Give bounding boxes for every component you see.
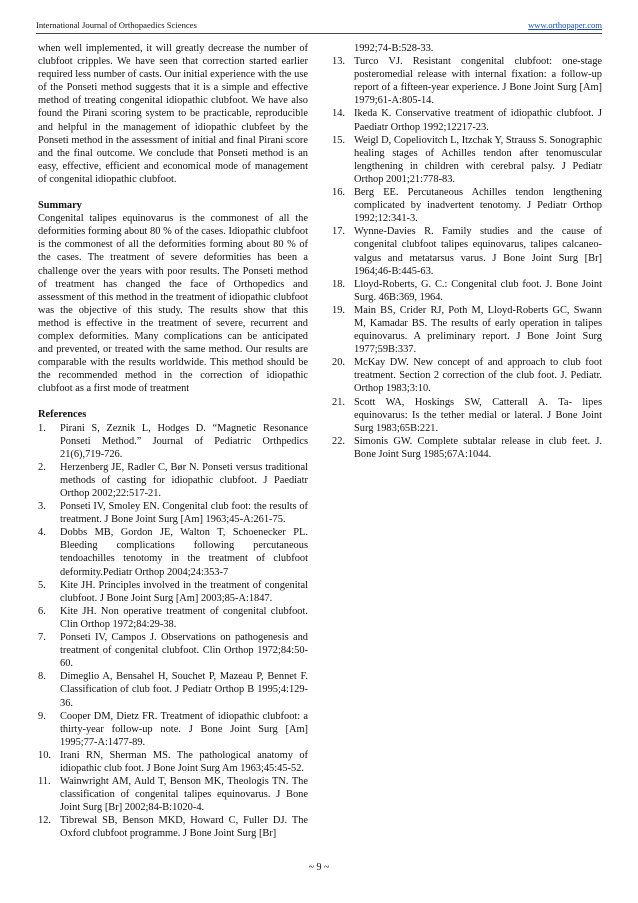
reference-item bbox=[38, 579, 308, 605]
reference-item bbox=[38, 710, 308, 749]
reference-number: 3. bbox=[38, 501, 46, 513]
reference-number: 4. bbox=[38, 527, 46, 539]
reference-number: 1. bbox=[38, 422, 46, 434]
reference-number: 14. bbox=[332, 108, 345, 120]
reference-text: Wainwright AM, Auld T, Benson MK, Theologis TN. The classification of congenital talipes equinovarus. J Bone Joint Surg [Br] 2002;84-B:1020-4. bbox=[60, 776, 308, 814]
reference-text: Kite JH. Non operative treatment of congenital clubfoot. Clin Orthop 1972;84:29-38. bbox=[60, 605, 308, 630]
reference-item bbox=[332, 304, 602, 356]
reference-item bbox=[332, 134, 602, 186]
reference-list-right bbox=[332, 55, 602, 461]
reference-continuation: 1992;74-B:528-33. bbox=[354, 43, 434, 54]
reference-text: Irani RN, Sherman MS. The pathological anatomy of idiopathic club foot. J Bone Joint Surg Am 1963;45:45-52. bbox=[60, 749, 308, 774]
reference-text: Tibrewal SB, Benson MKD, Howard C, Fuller DJ. The Oxford clubfoot programme. J Bone Joint Surg [Br] bbox=[60, 815, 308, 840]
reference-text: Lloyd-Roberts, G. C.: Congenital club foot. J. Bone Joint Surg. 46B:369, 1964. bbox=[354, 278, 602, 303]
reference-item bbox=[38, 814, 308, 840]
reference-item bbox=[38, 670, 308, 709]
reference-number: 18. bbox=[332, 278, 345, 290]
reference-item bbox=[38, 605, 308, 631]
reference-text: Cooper DM, Dietz FR. Treatment of idiopathic clubfoot: a thirty-year follow-up note. J Bone Joint Surg [Am] 1995;77-A:1477-89. bbox=[60, 710, 308, 748]
reference-number: 22. bbox=[332, 435, 345, 447]
reference-text: McKay DW. New concept of and approach to club foot treatment. Section 2 correction of the club foot. J. Pediatr. Orthop 1983;3:10. bbox=[354, 357, 602, 395]
reference-text: Kite JH. Principles involved in the treatment of congenital clubfoot. J Bone Joint Surg [Am] 2003;85-A:1847. bbox=[60, 579, 308, 604]
conclusion-paragraph: when well implemented, it will greatly decrease the number of clubfoot cripples. We have seen that correction started earlier required less number of casts. Our initial experience with the use of the Ponseti method suggests that it is a simple and effective method of treating congenital idiopathic clubfoot. We have also found the Pirani scoring system to be practicable, reproducible and helpful in the management of idiopathic clubfeet by the Ponseti method in the assessment of initial and final Pirani score and the final outcome. We conclude that Ponseti method is an easy, effective, efficient and economical mode of management of congenital idiopathic clubfoot. bbox=[38, 43, 308, 185]
reference-item bbox=[38, 631, 308, 670]
reference-text: Dimeglio A, Bensahel H, Souchet P, Mazeau P, Bennet F. Classification of club foot. J Pediatr Orthop B 1995;4:129-36. bbox=[60, 671, 308, 709]
reference-item bbox=[332, 225, 602, 277]
journal-url-link[interactable]: www.orthopaper.com bbox=[528, 20, 602, 30]
reference-number: 2. bbox=[38, 461, 46, 473]
reference-number: 11. bbox=[38, 776, 51, 788]
reference-number: 13. bbox=[332, 56, 345, 68]
reference-text: Herzenberg JE, Radler C, Bør N. Ponseti versus traditional methods of casting for idiopathic clubfoot. J Paediatr Orthop 2002;22:517-21. bbox=[60, 461, 308, 499]
reference-item bbox=[38, 749, 308, 775]
reference-text: Main BS, Crider RJ, Poth M, Lloyd-Roberts GC, Swann M, Kamadar BS. The results of early operation in talipes equinovarus. A preliminary report. J Bone Joint Surg 1977;59B:337. bbox=[354, 304, 602, 356]
reference-number: 10. bbox=[38, 749, 51, 761]
reference-number: 21. bbox=[332, 396, 345, 408]
reference-text: Simonis GW. Complete subtalar release in club feet. J. Bone Joint Surg 1985;67A:1044. bbox=[354, 435, 602, 460]
reference-item bbox=[332, 356, 602, 395]
reference-text: Ikeda K. Conservative treatment of idiopathic clubfoot. J Paediatr Orthop 1992;12217-23. bbox=[354, 108, 602, 133]
reference-text: Dobbs MB, Gordon JE, Walton T, Schoenecker PL. Bleeding complications following percutaneous tendoachilles tenotomy in the treatment of clubfoot deformity.Pediatr Orthop 2004;24:353-7 bbox=[60, 527, 308, 578]
reference-text: Ponseti IV, Smoley EN. Congenital club foot: the results of treatment. J Bone Joint Surg [Am] 1963;45-A:261-75. bbox=[60, 501, 308, 526]
reference-number: 8. bbox=[38, 671, 46, 683]
reference-item bbox=[332, 186, 602, 225]
header-divider bbox=[36, 33, 602, 34]
reference-item bbox=[38, 422, 308, 461]
reference-item bbox=[332, 396, 602, 435]
reference-number: 20. bbox=[332, 357, 345, 369]
right-column bbox=[332, 42, 602, 461]
reference-item bbox=[38, 461, 308, 500]
reference-item bbox=[332, 55, 602, 107]
reference-item bbox=[38, 526, 308, 578]
reference-text: Pirani S, Zeznik L, Hodges D. “Magnetic Resonance Ponseti Method.” Journal of Pediatric Orthpedics 21(6),719-726. bbox=[60, 422, 308, 460]
reference-number: 5. bbox=[38, 579, 46, 591]
journal-name: International Journal of Orthopaedics Sciences bbox=[36, 20, 197, 30]
reference-text: Berg EE. Percutaneous Achilles tendon lengthening complicated by inadvertent tenotomy. J Pediatr Orthop 1992;12:341-3. bbox=[354, 187, 602, 225]
reference-item bbox=[332, 107, 602, 133]
reference-number: 15. bbox=[332, 134, 345, 146]
reference-text: Turco VJ. Resistant congenital clubfoot: one-stage posteromedial release with internal fixation: a follow-up report of a fifteen-year experience. J Bone Joint Surg [Am] 1979;61-A:805-14. bbox=[354, 56, 602, 107]
page-header bbox=[36, 20, 602, 34]
summary-heading: Summary bbox=[38, 200, 82, 212]
reference-number: 9. bbox=[38, 710, 46, 722]
reference-text: Wynne-Davies R. Family studies and the cause of congenital clubfoot talipes equinovarus, talipes calcaneo-valgus and metatarsus varus. J Bone Joint Surg [Br] 1964;46-B:445-63. bbox=[354, 226, 602, 277]
reference-number: 19. bbox=[332, 304, 345, 316]
reference-number: 6. bbox=[38, 605, 46, 617]
reference-item bbox=[38, 500, 308, 526]
page-number: ~ 9 ~ bbox=[308, 862, 330, 873]
reference-item bbox=[332, 435, 602, 461]
left-column bbox=[38, 42, 308, 841]
reference-text: Scott WA, Hoskings SW, Catterall A. Ta- lipes equinovarus: Is the tether medial or lateral. J Bone Joint Surg 1983;65B:221. bbox=[354, 396, 602, 434]
reference-list-left bbox=[38, 422, 308, 841]
summary-paragraph: Congenital talipes equinovarus is the commonest of all the deformities forming about 80 % of the cases. Idiopathic clubfoot is the commonest of all the deformities forming about 80 % of the cases. The treatment of severe deformities has been a challenge over the years with poor results. The Ponseti method of treatment has changed the face of Orthopedics and assessment of this method in the treatment of idiopathic clubfoot was the objective of this study. The results show that this method is effective in the treatment of severe, recurrent and complex deformities. Many complications can be anticipated and prevented, or treated with the same method. Our results are comparable with the results worldwide. This method should be the recommended method in the correction of idiopathic clubfoot as a first mode of treatment bbox=[38, 213, 308, 395]
reference-text: Weigl D, Copeliovitch L, Itzchak Y, Strauss S. Sonographic healing stages of Achilles tendon after tenomuscular lengthening in children with cerebral palsy. J Pediatr Orthop 2001;21:778-83. bbox=[354, 134, 602, 185]
reference-number: 7. bbox=[38, 632, 46, 644]
references-heading: References bbox=[38, 409, 87, 421]
reference-number: 16. bbox=[332, 187, 345, 199]
reference-item bbox=[38, 775, 308, 814]
reference-item bbox=[332, 278, 602, 304]
reference-text: Ponseti IV, Campos J. Observations on pathogenesis and treatment of congenital clubfoot. Clin Orthop 1972;84:50-60. bbox=[60, 632, 308, 670]
reference-number: 17. bbox=[332, 226, 345, 238]
reference-number: 12. bbox=[38, 815, 51, 827]
